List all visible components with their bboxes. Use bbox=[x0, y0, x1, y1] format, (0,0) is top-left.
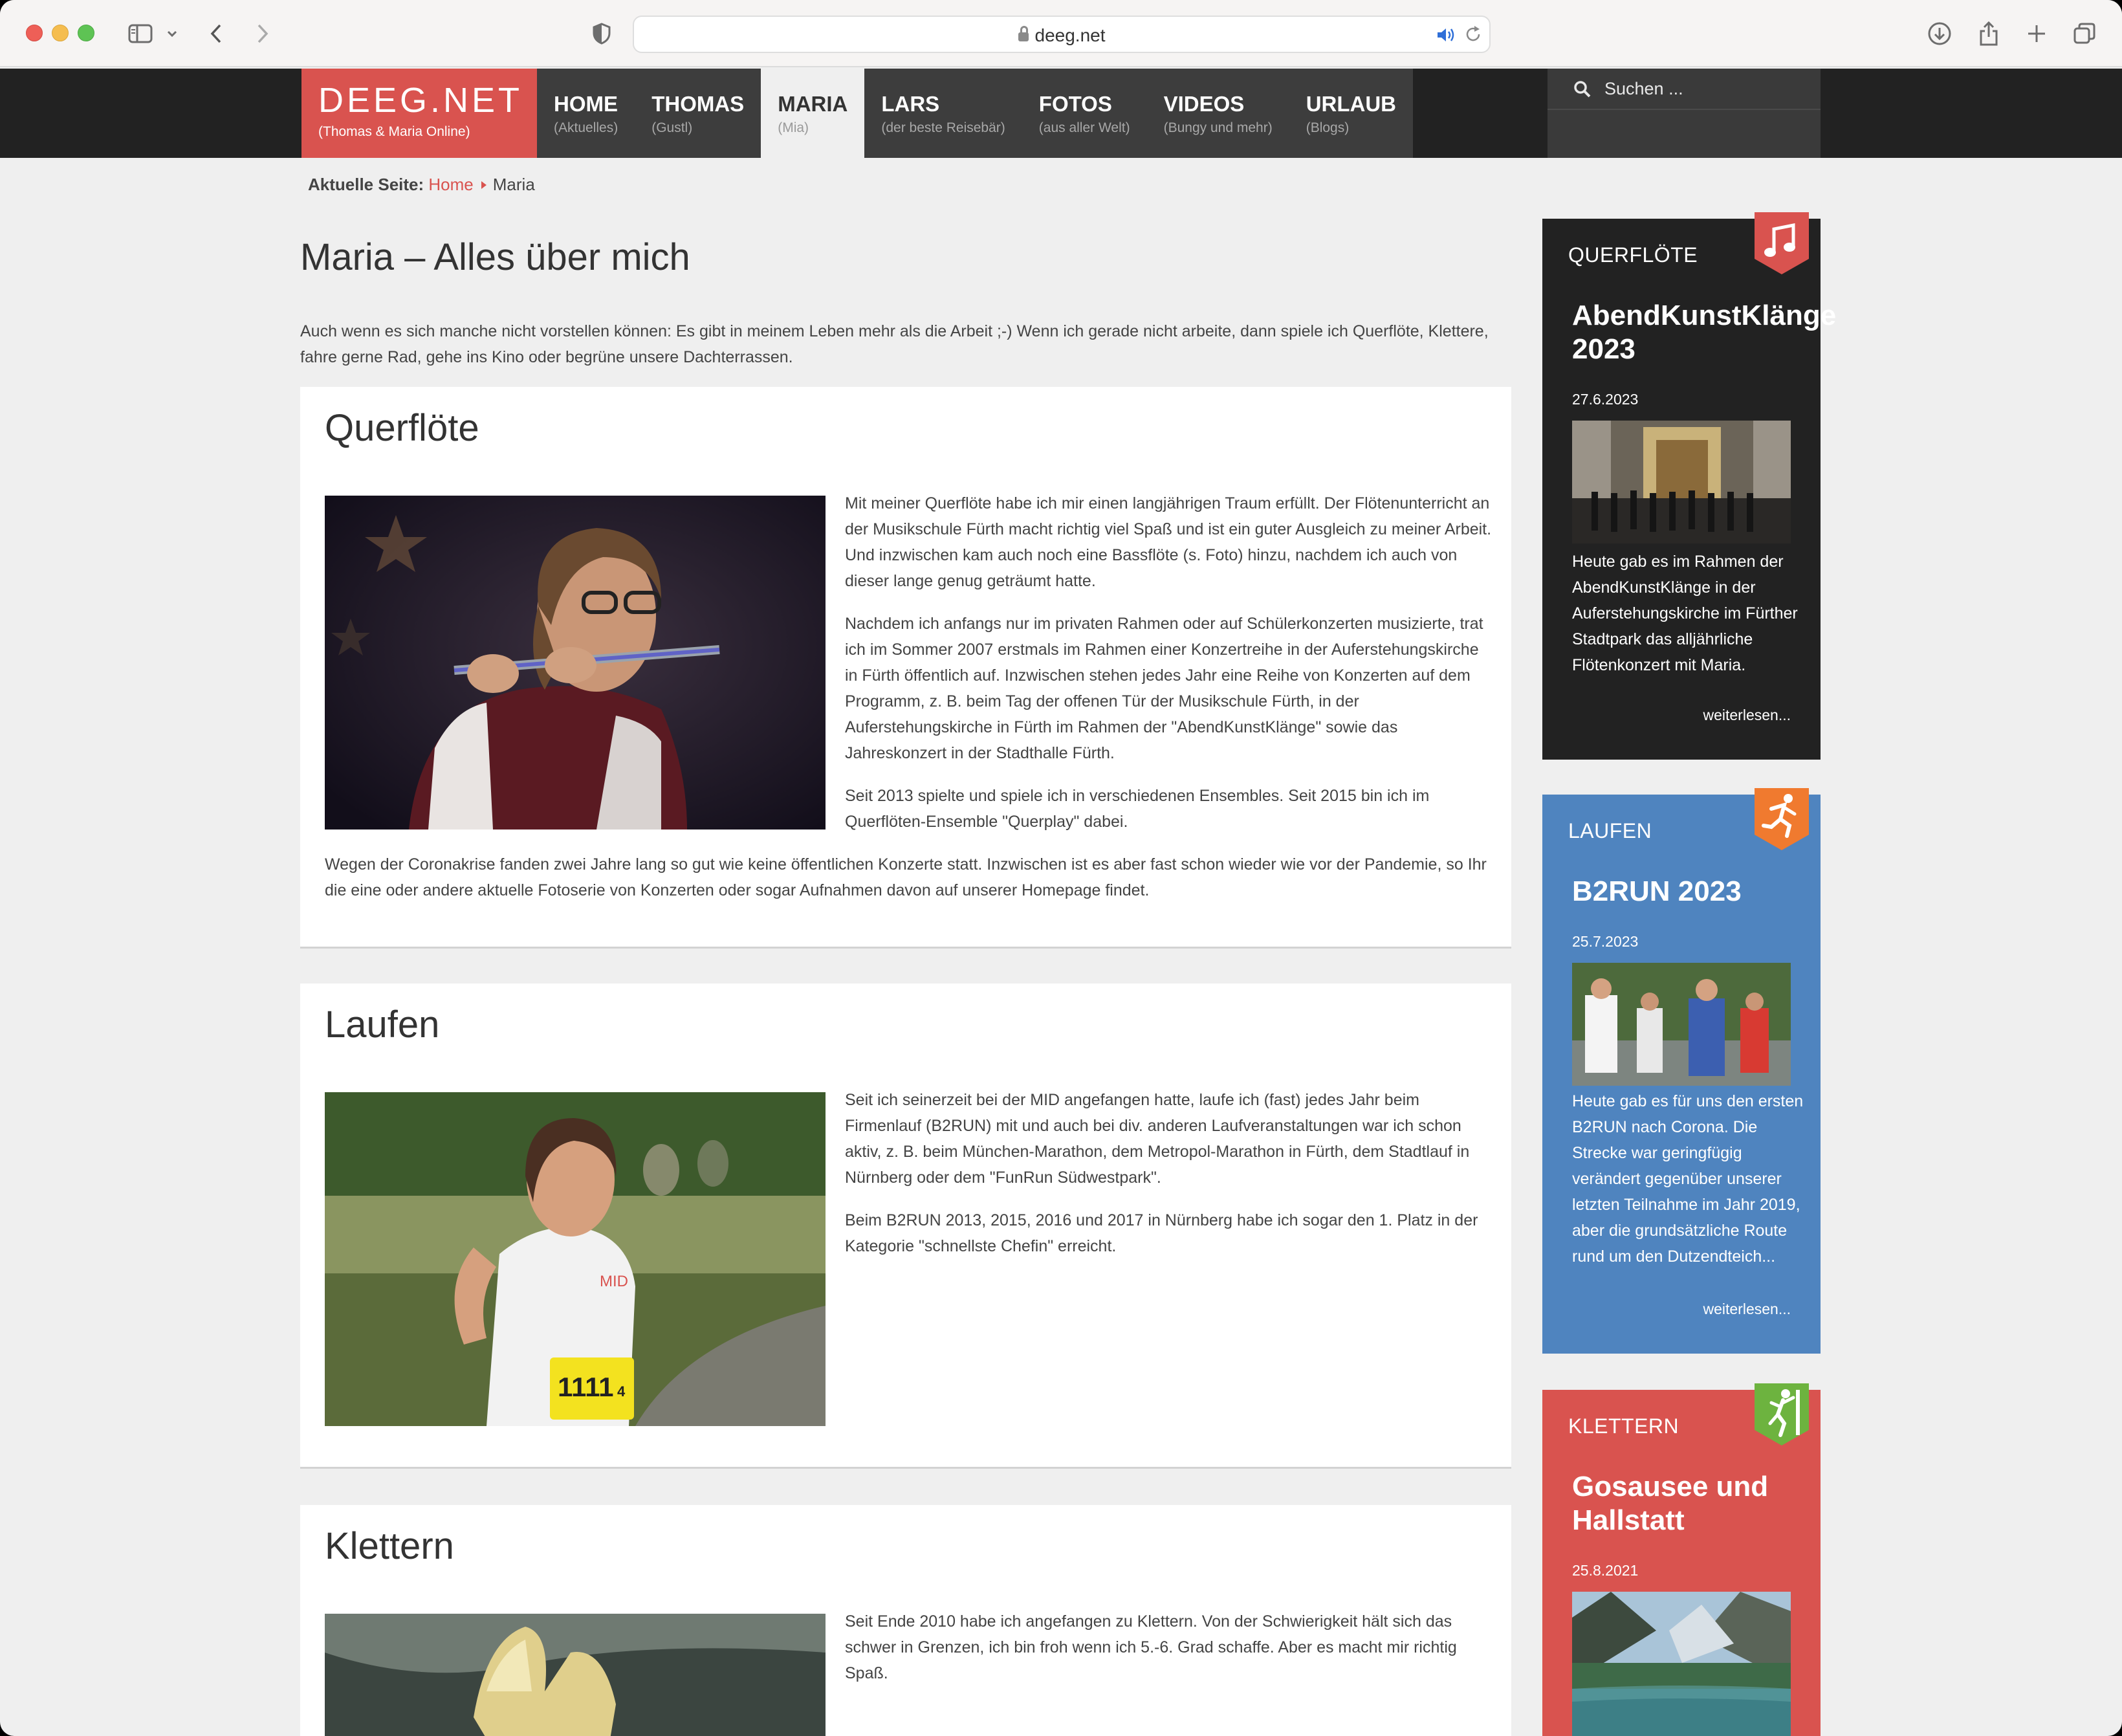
section-title: Querflöte bbox=[325, 407, 479, 449]
widget-text: Heute gab es im Rahmen der AbendKunstKlänge in der Auferstehungskirche im Fürther Stadtpark das alljährliche Flötenkonzert mit Maria. bbox=[1572, 553, 1798, 674]
address-bar[interactable] bbox=[633, 16, 1491, 53]
breadcrumb-home-link[interactable]: Home bbox=[428, 175, 474, 194]
climbing-photo bbox=[325, 1614, 826, 1736]
widget-category: KLETTERN bbox=[1568, 1414, 1679, 1438]
paragraph: Mit meiner Querflöte habe ich mir einen langjährigen Traum erfüllt. Der Flötenunterricht an der Musikschule Fürth macht richtig viel Spaß und ist ein guter Ausgleich zu meiner Arbeit. Und inzwischen kam auch noch eine Bassflöte (s. Foto) hinzu, nachdem ich auch von dieser lange genug geträumt hatte. bbox=[845, 494, 1492, 590]
nav-item-home[interactable] bbox=[537, 69, 635, 158]
section-querfloete bbox=[300, 387, 1511, 949]
section-laufen bbox=[300, 983, 1511, 1469]
widget-title[interactable]: B2RUN 2023 bbox=[1572, 875, 1742, 907]
nav-item-maria[interactable] bbox=[761, 69, 864, 158]
search-icon bbox=[1573, 80, 1592, 102]
section-text bbox=[845, 490, 1492, 852]
intro-text: Auch wenn es sich manche nicht vorstellen können: Es gibt in meinem Leben mehr als die Arbeit ;-) Wenn ich gerade nicht arbeite, dann spiele ich Querflöte, Klettere, fahre gerne Rad, gehe ins Kino oder begrüne unsere Dachterrassen. bbox=[300, 322, 1489, 366]
nav-item-fotos[interactable] bbox=[1022, 69, 1147, 158]
section-text bbox=[845, 1087, 1492, 1276]
close-window-button[interactable] bbox=[26, 25, 43, 41]
nav-sublabel: (aus aller Welt) bbox=[1038, 120, 1130, 135]
paragraph: Seit ich seinerzeit bei der MID angefangen hatte, laufe ich (fast) jedes Jahr beim Firmenlauf (B2RUN) mit und auch bei div. anderen Laufveranstaltungen war ich schon aktiv, z. B. beim München-Marathon, dem Metropol-Marathon in Fürth, dem Stadtlauf in Nürnberg oder dem "FunRun Südwestpark". bbox=[845, 1091, 1470, 1187]
search-input[interactable] bbox=[1548, 69, 1821, 110]
widget-run-photo[interactable] bbox=[1572, 963, 1791, 1086]
widget-date: 25.8.2021 bbox=[1572, 1562, 1639, 1579]
sidebar-toggle-icon[interactable] bbox=[127, 19, 154, 48]
widget-category: LAUFEN bbox=[1568, 819, 1652, 842]
chevron-down-icon[interactable] bbox=[166, 19, 179, 48]
widget-title[interactable]: Gosausee und Hallstatt bbox=[1572, 1471, 1769, 1536]
nav-item-urlaub[interactable] bbox=[1289, 69, 1413, 158]
site-logo[interactable] bbox=[301, 69, 537, 158]
paragraph: Nachdem ich anfangs nur im privaten Rahmen oder auf Schülerkonzerten musizierte, trat ich im Sommer 2007 erstmals im Rahmen einer Konzertreihe in der Auferstehungskirche in Fürth öffentlich auf. Inzwischen stehen jedes Jahr eine Reihe von Konzerten auf dem Programm, z. B. beim Tag der offenen Tür der Musikschule Fürth, in der Auferstehungskirche in Fürth im Rahmen der "AbendKunstKlänge" sowie das Jahreskonzert in der Stadthalle Fürth. bbox=[845, 615, 1483, 762]
minimize-window-button[interactable] bbox=[52, 25, 69, 41]
downloads-icon[interactable] bbox=[1927, 19, 1952, 48]
widget-title[interactable]: AbendKunstKlänge 2023 bbox=[1572, 300, 1837, 365]
climber-icon bbox=[1755, 1383, 1809, 1445]
nav-label: MARIA bbox=[778, 92, 848, 116]
paragraph: Seit 2013 spielte und spiele ich in verschiedenen Ensembles. Seit 2015 bin ich im Querflöten-Ensemble "Querplay" dabei. bbox=[845, 787, 1430, 831]
url-text: deeg.net bbox=[1034, 25, 1106, 45]
paragraph: Beim B2RUN 2013, 2015, 2016 und 2017 in Nürnberg habe ich sogar den 1. Platz in der Kategorie "schnellste Chefin" erreicht. bbox=[845, 1211, 1478, 1255]
bib-small: 4 bbox=[617, 1383, 626, 1400]
logo-subtitle: (Thomas & Maria Online) bbox=[318, 124, 470, 139]
widget-date: 25.7.2023 bbox=[1572, 933, 1639, 950]
section-klettern bbox=[300, 1505, 1511, 1736]
page-title: Maria – Alles über mich bbox=[300, 236, 690, 278]
nav-sublabel: (Bungy und mehr) bbox=[1163, 120, 1273, 135]
widget-concert-photo[interactable] bbox=[1572, 421, 1791, 544]
nav-label: LARS bbox=[881, 92, 940, 116]
share-icon[interactable] bbox=[1976, 19, 2002, 48]
breadcrumb-label: Aktuelle Seite: bbox=[308, 175, 424, 194]
lock-icon bbox=[1018, 32, 1029, 41]
widget-lake-photo[interactable] bbox=[1572, 1592, 1791, 1736]
main-nav bbox=[537, 69, 1413, 158]
nav-sublabel: (Mia) bbox=[778, 120, 809, 135]
nav-item-lars[interactable] bbox=[864, 69, 1022, 158]
music-note-icon bbox=[1755, 212, 1809, 274]
widget-category: QUERFLÖTE bbox=[1568, 243, 1698, 267]
breadcrumb-arrow-icon bbox=[481, 181, 487, 189]
audio-playing-icon[interactable] bbox=[1436, 26, 1457, 47]
widget-read-more-link[interactable]: weiterlesen... bbox=[1703, 707, 1791, 723]
tab-overview-icon[interactable] bbox=[2072, 19, 2097, 48]
bib-number: 1111 bbox=[558, 1372, 614, 1402]
nav-label: FOTOS bbox=[1038, 92, 1112, 116]
nav-label: URLAUB bbox=[1306, 92, 1397, 116]
section-title: Klettern bbox=[325, 1525, 454, 1567]
nav-sublabel: (Gustl) bbox=[651, 120, 693, 135]
nav-sublabel: (Aktuelles) bbox=[554, 120, 618, 135]
breadcrumb bbox=[308, 175, 535, 195]
widget-date: 27.6.2023 bbox=[1572, 391, 1639, 408]
paragraph: Seit Ende 2010 habe ich angefangen zu Klettern. Von der Schwierigkeit hält sich das schwer in Grenzen, ich bin froh wenn ich 5.-6. Grad schaffe. Aber es macht mir richtig Spaß. bbox=[845, 1612, 1457, 1682]
widget-text: Heute gab es für uns den ersten B2RUN nach Corona. Die Strecke war geringfügig verändert gegenüber unserer letzten Teilnahme im Jahr 2019, aber die grundsätzliche Route rund um den Dutzendteich... bbox=[1572, 1092, 1804, 1266]
nav-item-videos[interactable] bbox=[1147, 69, 1289, 158]
forward-icon[interactable] bbox=[252, 19, 273, 48]
runner-icon bbox=[1755, 788, 1809, 850]
zoom-window-button[interactable] bbox=[78, 25, 94, 41]
back-icon[interactable] bbox=[206, 19, 226, 48]
nav-label: HOME bbox=[554, 92, 618, 116]
nav-item-thomas[interactable] bbox=[635, 69, 761, 158]
nav-sublabel: (Blogs) bbox=[1306, 120, 1350, 135]
search-placeholder: Suchen ... bbox=[1604, 79, 1683, 98]
nav-sublabel: (der beste Reisebär) bbox=[881, 120, 1005, 135]
section-text bbox=[845, 1609, 1492, 1703]
breadcrumb-current: Maria bbox=[492, 175, 535, 194]
paragraph: Wegen der Coronakrise fanden zwei Jahre lang so gut wie keine öffentlichen Konzerte statt. Inzwischen ist es aber fast schon wieder wie vor der Pandemie, so Ihr die eine oder andere aktuelle Fotoserie von Konzerten oder sogar Aufnahmen davon auf unserer Homepage findet. bbox=[325, 855, 1487, 899]
logo-title: DEEG.NET bbox=[318, 81, 523, 120]
shirt-logo: MID bbox=[600, 1273, 628, 1290]
nav-label: THOMAS bbox=[651, 92, 745, 116]
sidebar-widget-klettern bbox=[1542, 1390, 1821, 1736]
sidebar-widget-querfloete bbox=[1542, 219, 1837, 760]
running-photo bbox=[325, 1092, 826, 1426]
search-box bbox=[1548, 69, 1821, 158]
new-tab-icon[interactable] bbox=[2024, 19, 2050, 48]
privacy-shield-icon[interactable] bbox=[589, 19, 615, 48]
reload-icon[interactable] bbox=[1463, 25, 1483, 47]
widget-read-more-link[interactable]: weiterlesen... bbox=[1703, 1301, 1791, 1317]
nav-label: VIDEOS bbox=[1163, 92, 1245, 116]
browser-toolbar bbox=[0, 0, 2122, 67]
sidebar-widget-laufen bbox=[1542, 795, 1821, 1354]
flute-photo bbox=[325, 496, 826, 830]
section-title: Laufen bbox=[325, 1004, 440, 1046]
